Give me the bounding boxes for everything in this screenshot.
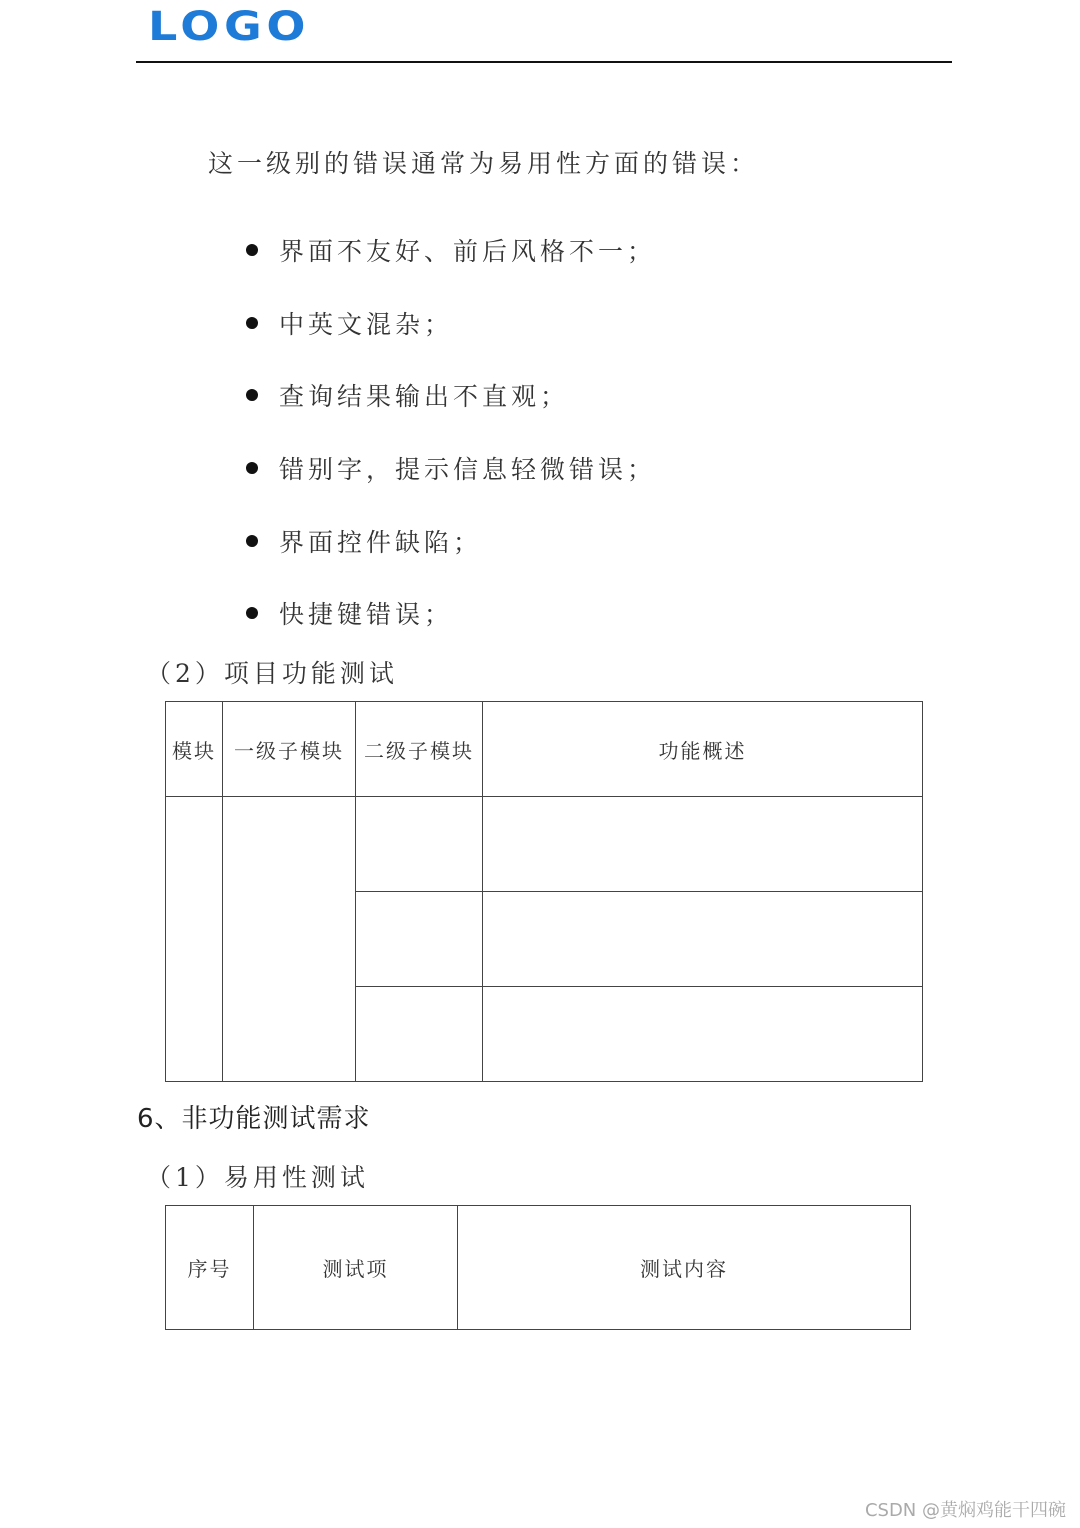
logo: LOGO (148, 4, 311, 50)
bullet-list (246, 214, 656, 650)
level1-module-cell (223, 797, 356, 1082)
table-header-cell: 序号 (166, 1206, 254, 1330)
table-header-row (166, 1206, 911, 1330)
level2-module-cell (356, 892, 483, 987)
bullet-dot-icon (246, 535, 258, 547)
table-header-cell: 一级子模块 (223, 702, 356, 797)
list-item: 界面控件缺陷； (246, 504, 656, 577)
section-2-heading: （2）项目功能测试 (146, 659, 398, 688)
intro-paragraph: 这一级别的错误通常为易用性方面的错误： (208, 149, 760, 178)
table-header-cell: 模块 (166, 702, 223, 797)
level2-module-cell (356, 987, 483, 1082)
table-header-cell: 测试内容 (458, 1206, 911, 1330)
section-6-1-heading: （1）易用性测试 (146, 1163, 369, 1192)
level2-module-cell (356, 797, 483, 892)
function-summary-cell (483, 797, 923, 892)
table-row (166, 797, 923, 892)
csdn-watermark: CSDN @黄焖鸡能干四碗 (864, 1500, 1066, 1521)
table-header-cell: 二级子模块 (356, 702, 483, 797)
list-item: 界面不友好、前后风格不一； (246, 214, 656, 287)
bullet-dot-icon (246, 607, 258, 619)
bullet-dot-icon (246, 317, 258, 329)
table-header-cell: 测试项 (254, 1206, 458, 1330)
list-item: 快捷键错误； (246, 577, 656, 650)
usability-test-table (165, 1205, 911, 1330)
list-item: 错别字，提示信息轻微错误； (246, 432, 656, 505)
table-header-row (166, 702, 923, 797)
table-header-cell: 功能概述 (483, 702, 923, 797)
function-summary-cell (483, 987, 923, 1082)
function-summary-cell (483, 892, 923, 987)
bullet-dot-icon (246, 389, 258, 401)
bullet-dot-icon (246, 244, 258, 256)
section-6-heading: 6、非功能测试需求 (137, 1104, 371, 1134)
list-item: 查询结果输出不直观； (246, 359, 656, 432)
list-item: 中英文混杂； (246, 287, 656, 360)
module-cell (166, 797, 223, 1082)
bullet-dot-icon (246, 462, 258, 474)
function-test-table (165, 701, 923, 1082)
header-divider (136, 61, 952, 63)
